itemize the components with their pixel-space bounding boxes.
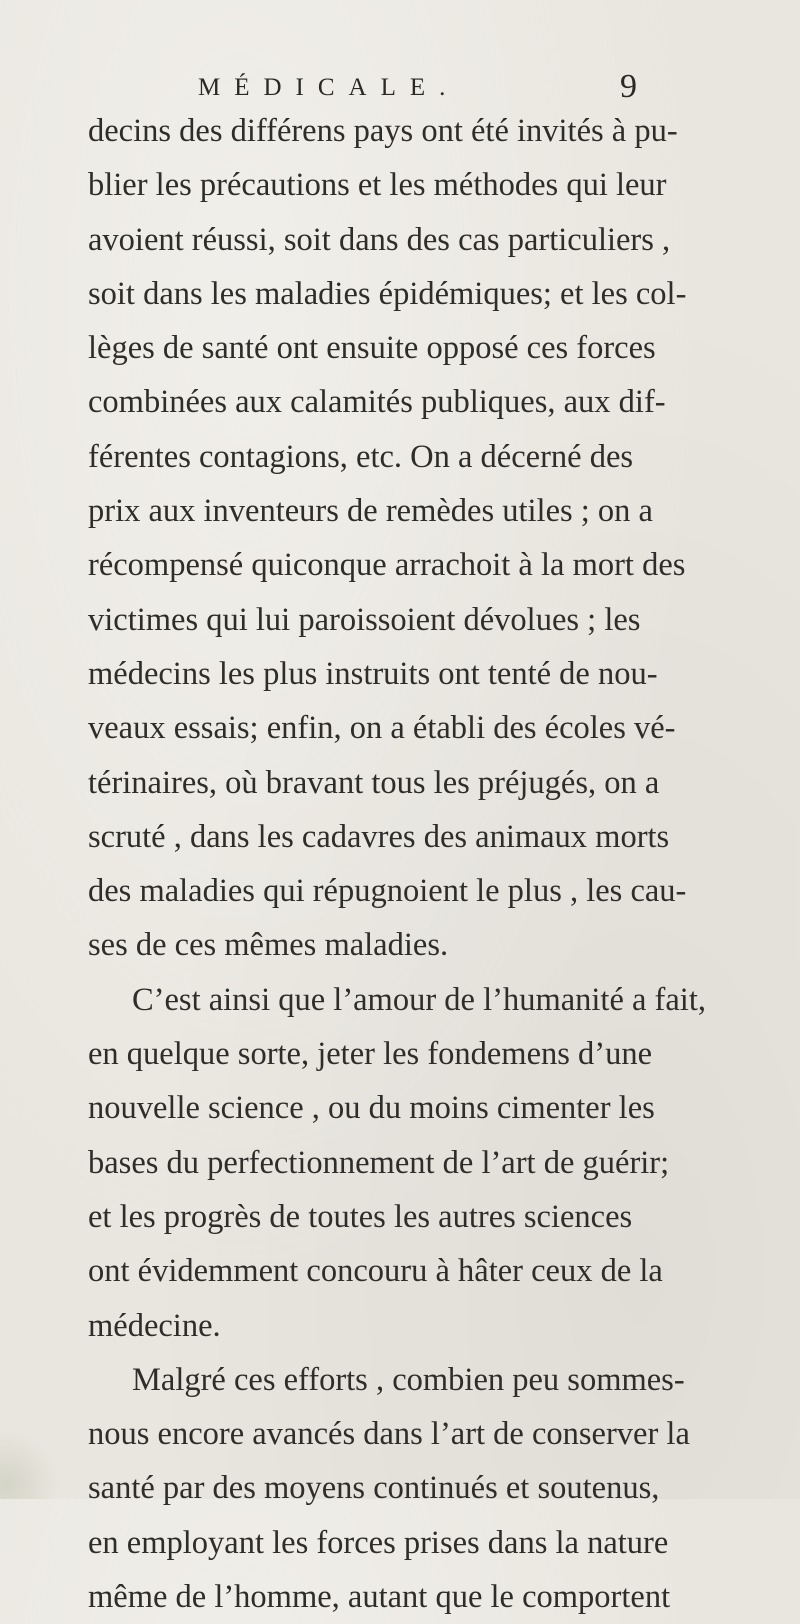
text-line: prix aux inventeurs de remèdes utiles ; on a [88,493,653,530]
text-line: combinées aux calamités publiques, aux dif- [88,384,666,421]
text-line: santé par des moyens continués et soutenus, [88,1470,660,1507]
text-line: en employant les forces prises dans la nature [88,1524,669,1561]
text-line: soit dans les maladies épidémiques; et les col- [88,275,687,312]
text-line: nous encore avancés dans l’art de conserver la [88,1416,690,1453]
paragraph-start-line: Malgré ces efforts , combien peu sommes- [132,1361,685,1398]
body-text [88,104,788,1624]
text-line: des maladies qui répugnoient le plus , les cau- [88,873,687,910]
text-line: avoient réussi, soit dans des cas particuliers , [88,221,671,258]
text-line: térinaires, où bravant tous les préjugés, on a [88,764,660,801]
text-line: férentes contagions, etc. On a décerné des [88,438,634,475]
text-line: récompensé quiconque arrachoit à la mort des [88,547,686,584]
text-line: même de l’homme, autant que le comportent [88,1579,671,1616]
text-line: ont évidemment concouru à hâter ceux de la [88,1253,663,1290]
text-line: en quelque sorte, jeter les fondemens d’une [88,1036,653,1073]
text-line: veaux essais; enfin, on a établi des écoles vé- [88,710,676,747]
text-line: victimes qui lui paroissoient dévolues ; les [88,601,641,638]
text-line: et les progrès de toutes les autres sciences [88,1198,633,1235]
text-line: lèges de santé ont ensuite opposé ces forces [88,330,656,367]
page-number: 9 [620,68,637,105]
paper-stain [0,1430,60,1499]
text-line: blier les précautions et les méthodes qui leur [88,167,667,204]
text-line: ses de ces mêmes maladies. [88,927,449,964]
text-line: bases du perfectionnement de l’art de guérir; [88,1144,670,1181]
text-line: médecins les plus instruits ont tenté de nou- [88,655,658,692]
text-line: nouvelle science , ou du moins cimenter les [88,1090,655,1127]
running-head: MÉDICALE. [198,74,460,101]
paragraph-start-line: C’est ainsi que l’amour de l’humanité a fait, [132,981,706,1018]
text-line: médecine. [88,1307,221,1344]
text-line: decins des différens pays ont été invités à pu- [88,113,678,149]
text-line: scruté , dans les cadavres des animaux morts [88,818,670,855]
